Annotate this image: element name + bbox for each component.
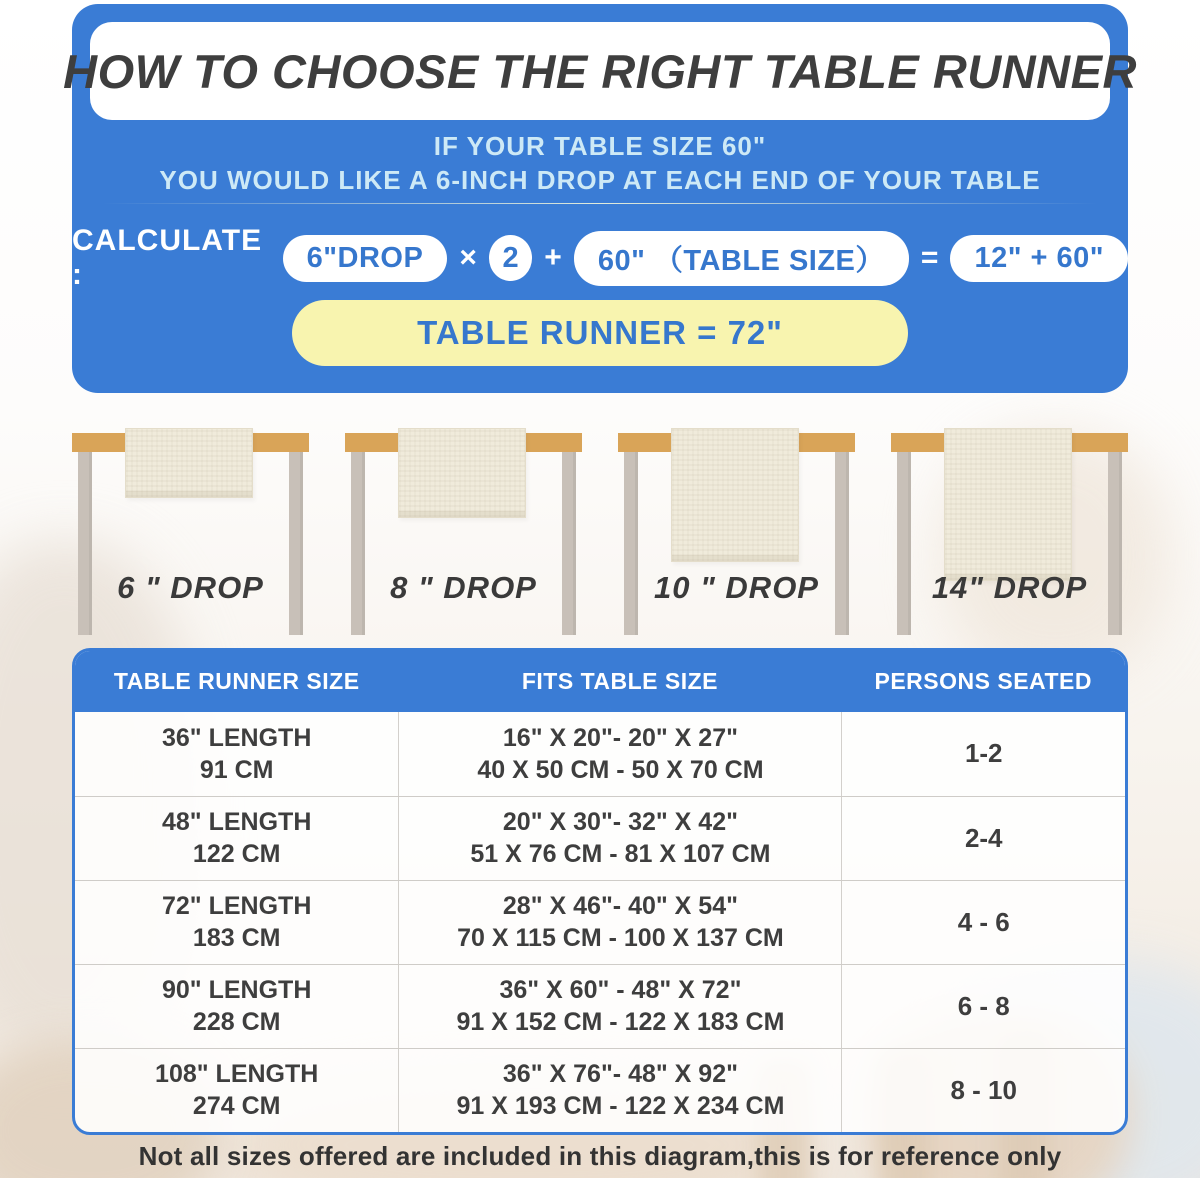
drop-label: 14" DROP xyxy=(931,570,1088,605)
drop-label: 6 " DROP xyxy=(117,570,264,605)
multiply-sign: × xyxy=(459,241,477,274)
table-header-row xyxy=(75,651,1125,712)
table-row xyxy=(75,796,1125,880)
column-header-fits-table-size: FITS TABLE SIZE xyxy=(521,668,719,694)
table-leg xyxy=(78,452,92,635)
table-leg xyxy=(562,452,576,635)
persons-value: 2-4 xyxy=(964,822,1003,853)
page-title: HOW TO CHOOSE THE RIGHT TABLE RUNNER xyxy=(63,44,1137,98)
table-row xyxy=(75,1048,1125,1132)
fits-inches: 20" X 30"- 32" X 42" xyxy=(502,808,738,837)
title-banner xyxy=(63,22,1137,120)
column-header-runner-size: TABLE RUNNER SIZE xyxy=(113,668,360,694)
runner-size-inches: 108" LENGTH xyxy=(155,1060,319,1089)
fits-table-size-cell xyxy=(398,712,841,796)
table-row xyxy=(75,964,1125,1048)
fits-cm: 91 X 193 CM - 122 X 234 CM xyxy=(456,1092,785,1120)
table-runner xyxy=(671,428,799,562)
drop-label: 10 " DROP xyxy=(654,570,819,605)
table-leg xyxy=(351,452,365,635)
drop-figure-10 xyxy=(618,424,855,642)
fits-inches: 16" X 20"- 20" X 27" xyxy=(502,723,738,752)
runner-size-cell xyxy=(75,712,398,796)
runner-size-cell xyxy=(75,965,398,1048)
fits-inches: 36" X 76"- 48" X 92" xyxy=(502,1060,738,1089)
persons-seated-cell xyxy=(841,712,1125,796)
persons-value: 1-2 xyxy=(964,738,1003,769)
fits-cm: 70 X 115 CM - 100 X 137 CM xyxy=(457,924,784,952)
size-reference-table xyxy=(72,648,1128,1135)
persons-seated-cell xyxy=(841,881,1125,964)
persons-seated-cell xyxy=(841,965,1125,1048)
runner-size-cell xyxy=(75,797,398,880)
table-row xyxy=(75,712,1125,796)
subtitle-line-1: IF YOUR TABLE SIZE 60" xyxy=(433,131,767,161)
persons-value: 8 - 10 xyxy=(950,1074,1017,1105)
table-runner xyxy=(398,428,526,518)
fits-table-size-cell xyxy=(398,965,841,1048)
persons-seated-cell xyxy=(841,1049,1125,1132)
table-row xyxy=(75,880,1125,964)
fits-cm: 40 X 50 CM - 50 X 70 CM xyxy=(477,755,764,784)
divider-hairline xyxy=(102,203,1098,204)
table-size-pill: 60" （TABLE SIZE） xyxy=(574,231,909,286)
runner-size-cm: 228 CM xyxy=(192,1008,281,1036)
sum-pill: 12" + 60" xyxy=(950,235,1128,282)
equals-sign: = xyxy=(920,241,939,274)
drop-figure-14 xyxy=(891,424,1128,642)
runner-size-inches: 36" LENGTH xyxy=(162,723,312,752)
fits-inches: 36" X 60" - 48" X 72" xyxy=(499,976,742,1005)
runner-size-cm: 274 CM xyxy=(192,1092,281,1120)
result-pill: TABLE RUNNER = 72" xyxy=(292,300,908,366)
fits-table-size-cell xyxy=(398,881,841,964)
drop-figure-8 xyxy=(345,424,582,642)
table-leg xyxy=(1108,452,1122,635)
calculation-row xyxy=(72,224,1128,291)
runner-size-cell xyxy=(75,1049,398,1132)
runner-size-inches: 90" LENGTH xyxy=(162,976,312,1005)
table-runner xyxy=(944,428,1072,581)
persons-seated-cell xyxy=(841,797,1125,880)
column-header-persons-seated: PERSONS SEATED xyxy=(874,668,1092,694)
runner-size-cm: 122 CM xyxy=(192,840,281,868)
fits-table-size-cell xyxy=(398,797,841,880)
drop-illustrations-row xyxy=(72,424,1128,642)
drop-value-pill: 6"DROP xyxy=(283,235,448,282)
table-leg xyxy=(624,452,638,635)
runner-size-cm: 91 CM xyxy=(199,755,274,784)
runner-size-inches: 48" LENGTH xyxy=(162,808,312,837)
runner-size-cell xyxy=(75,881,398,964)
multiplier-circle: 2 xyxy=(489,235,532,281)
subtitle-line-2: YOU WOULD LIKE A 6-INCH DROP AT EACH END OF YOUR TABLE xyxy=(159,165,1041,195)
header-panel xyxy=(63,4,1137,393)
runner-size-inches: 72" LENGTH xyxy=(162,892,312,921)
fits-cm: 91 X 152 CM - 122 X 183 CM xyxy=(456,1008,785,1036)
footer-disclaimer: Not all sizes offered are included in this diagram,this is for reference only xyxy=(138,1141,1062,1171)
fits-cm: 51 X 76 CM - 81 X 107 CM xyxy=(470,840,771,868)
fits-inches: 28" X 46"- 40" X 54" xyxy=(502,892,738,921)
persons-value: 6 - 8 xyxy=(957,990,1010,1021)
table-leg xyxy=(289,452,303,635)
persons-value: 4 - 6 xyxy=(957,906,1010,937)
table-leg xyxy=(897,452,911,635)
drop-label: 8 " DROP xyxy=(390,570,537,605)
runner-size-cm: 183 CM xyxy=(192,924,281,952)
table-runner xyxy=(125,428,253,498)
fits-table-size-cell xyxy=(398,1049,841,1132)
table-leg xyxy=(835,452,849,635)
calculate-label: CALCULATE : xyxy=(72,224,263,291)
plus-sign: + xyxy=(544,241,562,274)
drop-figure-6 xyxy=(72,424,309,642)
